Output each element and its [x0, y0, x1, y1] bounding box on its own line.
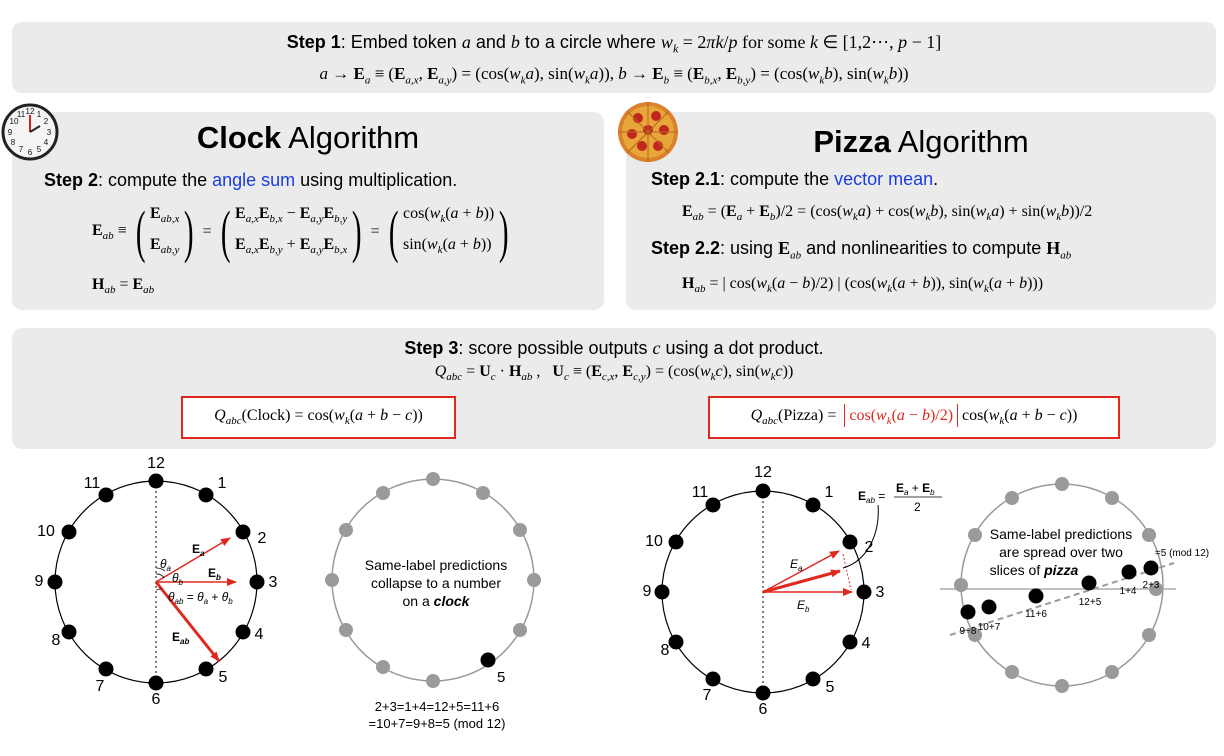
svg-text:Ea + Eb: $E_a + E_b$ — [896, 481, 935, 497]
clock-num-4: 4 — [254, 626, 264, 643]
clock-point-5: 5 — [497, 669, 506, 686]
clock-h-equation: $H_{ab} = E_{ab}$ — [92, 276, 155, 297]
clock-num-8: 8 — [51, 632, 61, 649]
svg-text:11: 11 — [16, 110, 26, 119]
clock-label-theta-a: $\theta_a$ — [160, 557, 171, 573]
clock-num-7: 7 — [95, 678, 105, 695]
clock-label-eab: $E_{ab}$ — [172, 630, 190, 646]
clock-num-12: 12 — [147, 455, 165, 472]
clock-note-1: Same-label predictions — [364, 557, 508, 573]
clock-circle-diagram — [35, 455, 278, 708]
pizza-num-8: 8 — [660, 642, 670, 659]
clock-num-11: 11 — [83, 475, 101, 492]
clock-label-eb: $E_b$ — [208, 566, 221, 582]
clock-note-2: collapse to a number — [371, 575, 501, 591]
pizza-num-4: 4 — [861, 635, 871, 652]
pizza-pt-11-6: 11+6 — [1025, 609, 1047, 620]
clock-matrix-equation: $E_{ab}$ ≡ ( $E_{ab,x}$ $E_{ab,y}$ ) = ( $E_{a,x}E_{b,x} - E_{a,y}E_{b,y}$ $E_{a,x}E_{b,y} + E_{a,y}E_{b,x}$ ) = ( $\cos(w_k(a + b))$ $\sin(w_k(a + b))$ ) — [92, 199, 509, 264]
svg-text:8: 8 — [10, 138, 16, 147]
step1-equation: $a \to E_a \equiv (E_{a,x}$, $E_{a,y}) = (\cos(w_ka)$, $\sin(w_ka)$), $b \to E_b \equiv (E_{b,x}$, $E_{b,y}) = (\cos(w_kb)$, $\sin(w_kb)$) — [319, 64, 909, 87]
pizza-note-3: slices of pizza — [989, 562, 1079, 578]
svg-text:3: 3 — [46, 128, 52, 137]
svg-text:9: 9 — [7, 128, 13, 137]
clock-num-9: 9 — [34, 573, 44, 590]
svg-text:1: 1 — [36, 110, 42, 119]
clock-num-2: 2 — [257, 530, 267, 547]
step3-equation: $Q_{abc} = U_c \cdot H_{ab}$ , $U_c \equiv (E_{c,x}$, $E_{c,y}) = (\cos(w_kc)$, $\sin(w_kc)$) — [434, 363, 794, 384]
pizza-num-2: 2 — [864, 539, 874, 556]
clock-num-5: 5 — [218, 669, 228, 686]
pizza-num-11: 11 — [691, 484, 709, 501]
pizza-step21: Step 2.1: compute the vector mean. — [651, 169, 939, 189]
pizza-pt-9-8: 9+8 — [959, 626, 977, 637]
svg-text:5: 5 — [36, 145, 42, 154]
pizza-title: Pizza Algorithm — [813, 124, 1029, 159]
svg-text:Eab =: $E_{ab}$ = — [858, 489, 886, 505]
pizza-pt-10-7: 10+7 — [977, 622, 1001, 633]
pizza-eq1: $E_{ab} = (E_a + E_b)/2 = (\cos(w_ka) + \cos(w_kb)$, $\sin(w_ka) + \sin(w_kb))/2$ — [682, 203, 1093, 224]
clock-collapse-diagram — [325, 472, 541, 731]
pizza-pt-12-5: 12+5 — [1078, 597, 1102, 608]
svg-text:2: 2 — [43, 117, 49, 126]
pizza-callout — [858, 481, 942, 514]
pizza-step22: Step 2.2: using $E_{ab}$ and nonlinearities to compute $H_{ab}$ — [651, 238, 1072, 262]
clock-caption-2: =10+7=9+8=5 (mod 12) — [368, 716, 506, 731]
clock-num-10: 10 — [37, 523, 55, 540]
step1-label: Step 1 — [286, 32, 341, 52]
pizza-num-3: 3 — [875, 584, 885, 601]
clock-label-ea: $E_a$ — [192, 542, 205, 558]
pizza-label-eb: $E_b$ — [797, 598, 810, 614]
svg-text:6: 6 — [27, 148, 33, 157]
pizza-label-ea: $E_a$ — [790, 557, 803, 573]
pizza-num-12: 12 — [754, 464, 772, 481]
pizza-num-10: 10 — [645, 533, 663, 550]
clock-title: Clock Algorithm — [196, 120, 420, 155]
clock-caption-1: 2+3=1+4=12+5=11+6 — [374, 699, 500, 714]
clock-label-theta-b: $\theta_b$ — [172, 571, 183, 587]
clock-q-box: $Q_{abc}(Clock) = \cos(w_k(a + b - c))$ — [181, 396, 456, 439]
pizza-note-1: Same-label predictions — [989, 526, 1133, 542]
pizza-num-1: 1 — [824, 484, 834, 501]
step1-text: Step 1: Embed token a and b to a circle where $w_k = 2\pi k/p$ for some k ∈ [1,2⋯, p − 1] — [286, 32, 942, 56]
diagrams-canvas — [0, 450, 1224, 756]
clock-step2: Step 2: compute the angle sum using multiplication. — [44, 170, 458, 190]
clock-note-3: on a clock — [402, 593, 470, 609]
svg-text:10: 10 — [9, 117, 19, 126]
pizza-mod-label: =5 (mod 12) — [1154, 548, 1210, 559]
pizza-note-2: are spread over two — [999, 544, 1123, 560]
clock-num-1: 1 — [217, 475, 227, 492]
pizza-eq2: $H_{ab}$ = | $\cos(w_k(a - b)/2)$ | ($\cos(w_k(a + b))$, $\sin(w_k(a + b))$) — [682, 275, 1044, 296]
pizza-num-9: 9 — [642, 583, 652, 600]
pizza-pt-1-4: 1+4 — [1119, 586, 1137, 597]
clock-num-3: 3 — [268, 574, 278, 591]
pizza-pt-2-3: 2+3 — [1142, 580, 1160, 591]
step3-text: Step 3: score possible outputs c using a dot product. — [404, 338, 824, 358]
clock-num-6: 6 — [151, 691, 161, 708]
pizza-circle-diagram — [643, 464, 942, 718]
pizza-q-box: $Q_{abc}(Pizza) = \cos(w_k(a - b)/2) \cos(w_k(a + b - c))$ — [708, 396, 1120, 439]
clock-label-theta-ab: $\theta_{ab} = \theta_a + \theta_b$ — [168, 590, 233, 606]
pizza-num-5: 5 — [825, 679, 835, 696]
svg-text:4: 4 — [43, 138, 49, 147]
svg-text:2: 2 — [914, 500, 921, 514]
pizza-spread-diagram — [940, 477, 1209, 693]
pizza-num-6: 6 — [758, 701, 768, 718]
pizza-num-7: 7 — [702, 687, 712, 704]
svg-text:12: 12 — [25, 107, 35, 116]
svg-text:7: 7 — [18, 145, 24, 154]
